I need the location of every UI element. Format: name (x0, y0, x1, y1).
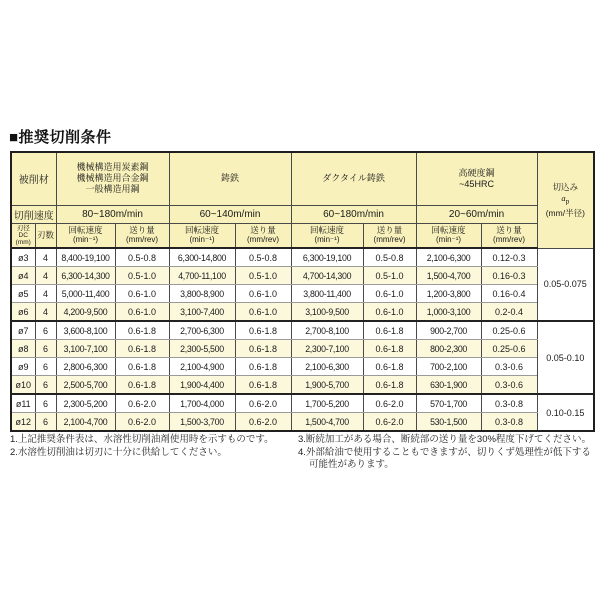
diameter-cell: ø12 (11, 413, 35, 432)
depth-label: 切込み (552, 181, 579, 192)
rpm-cell: 6,300-14,800 (169, 248, 235, 267)
diameter-cell: ø11 (11, 394, 35, 413)
rpm-cell: 1,900-4,400 (169, 376, 235, 395)
rpm-cell: 530-1,500 (416, 413, 481, 432)
rpm-cell: 5,000-11,400 (56, 285, 115, 303)
rpm-cell: 2,100-4,900 (169, 358, 235, 376)
rpm-cell: 1,700-5,200 (291, 394, 363, 413)
rpm-cell: 3,800-8,900 (169, 285, 235, 303)
material-line: 鋳鉄 (221, 173, 240, 184)
material-cast-iron-header (169, 152, 291, 205)
speed-value: 20~60m/min (416, 205, 537, 223)
material-ductile-iron-header (291, 152, 416, 205)
feed-cell: 0.6-1.8 (235, 340, 291, 358)
material-carbon-steel-header (56, 152, 169, 205)
depth-of-cut-cell: 0.05-0.10 (537, 321, 594, 394)
feed-cell: 0.12-0.3 (481, 248, 537, 267)
feed-header: 送り量 (mm/rev) (235, 223, 291, 248)
flutes-cell: 6 (35, 321, 56, 340)
rpm-cell: 700-2,100 (416, 358, 481, 376)
speed-value: 80~180m/min (56, 205, 169, 223)
rpm-cell: 2,800-6,300 (56, 358, 115, 376)
feed-cell: 0.5-0.8 (363, 248, 416, 267)
flutes-cell: 6 (35, 413, 56, 432)
table-row (11, 321, 594, 340)
feed-cell: 0.5-0.8 (235, 248, 291, 267)
rpm-header: 回転速度 (min⁻¹) (416, 223, 481, 248)
feed-cell: 0.6-1.8 (115, 358, 169, 376)
flutes-cell: 6 (35, 358, 56, 376)
rpm-cell: 2,100-6,300 (291, 358, 363, 376)
rpm-cell: 2,500-5,700 (56, 376, 115, 395)
rpm-cell: 1,000-3,100 (416, 303, 481, 322)
feed-header: 送り量 (mm/rev) (363, 223, 416, 248)
feed-cell: 0.6-1.0 (115, 303, 169, 322)
diameter-cell: ø9 (11, 358, 35, 376)
feed-cell: 0.6-1.0 (363, 303, 416, 322)
feed-cell: 0.25-0.6 (481, 321, 537, 340)
rpm-cell: 570-1,700 (416, 394, 481, 413)
rpm-cell: 3,800-11,400 (291, 285, 363, 303)
material-line: 高硬度鋼 (458, 167, 495, 178)
cutting-conditions-table (10, 151, 595, 432)
rpm-cell: 2,100-6,300 (416, 248, 481, 267)
rpm-cell: 1,700-4,000 (169, 394, 235, 413)
footnotes-left (10, 434, 298, 472)
feed-cell: 0.3-0.6 (481, 376, 537, 395)
material-line: 機械構造用合金鋼 (76, 173, 149, 184)
rpm-cell: 1,500-4,700 (291, 413, 363, 432)
note-1: 1.上記推奨条件表は、水溶性切削油剤使用時を示すものです。 (10, 434, 274, 445)
feed-cell: 0.6-1.8 (235, 376, 291, 395)
feed-cell: 0.6-2.0 (363, 394, 416, 413)
material-line: 機械構造用炭素鋼 (76, 162, 149, 173)
depth-of-cut-cell: 0.10-0.15 (537, 394, 594, 431)
feed-cell: 0.5-1.0 (363, 267, 416, 285)
feed-cell: 0.6-1.8 (235, 321, 291, 340)
table-row (11, 413, 594, 432)
feed-cell: 0.5-0.8 (115, 248, 169, 267)
depth-of-cut-header (537, 152, 594, 248)
rpm-header: 回転速度 (min⁻¹) (291, 223, 363, 248)
rpm-cell: 2,300-5,500 (169, 340, 235, 358)
rpm-cell: 2,700-8,100 (291, 321, 363, 340)
note-3: 3.断続加工がある場合、断続部の送り量を30%程度下げてください。 (298, 434, 591, 445)
material-line: ~45HRC (459, 178, 494, 189)
diameter-header: 刃径 DC (mm) (11, 223, 35, 248)
feed-cell: 0.6-2.0 (115, 394, 169, 413)
page-title: ■推奨切削条件 (9, 129, 112, 146)
flutes-cell: 4 (35, 285, 56, 303)
rpm-cell: 800-2,300 (416, 340, 481, 358)
diameter-cell: ø5 (11, 285, 35, 303)
table-row (11, 285, 594, 303)
footnotes (10, 434, 592, 472)
feed-cell: 0.6-1.0 (115, 285, 169, 303)
depth-of-cut-cell: 0.05-0.075 (537, 248, 594, 321)
feed-cell: 0.6-1.8 (115, 376, 169, 395)
feed-cell: 0.3-0.8 (481, 394, 537, 413)
table-row (11, 394, 594, 413)
diameter-cell: ø6 (11, 303, 35, 322)
material-line: ダクタイル鋳鉄 (322, 173, 385, 184)
rpm-cell: 1,200-3,800 (416, 285, 481, 303)
rpm-cell: 3,100-7,400 (169, 303, 235, 322)
flutes-cell: 4 (35, 303, 56, 322)
feed-cell: 0.6-2.0 (363, 413, 416, 432)
speed-value: 60~180m/min (291, 205, 416, 223)
feed-cell: 0.6-1.8 (115, 321, 169, 340)
rpm-header: 回転速度 (min⁻¹) (56, 223, 115, 248)
feed-cell: 0.6-1.8 (235, 358, 291, 376)
feed-cell: 0.16-0.4 (481, 285, 537, 303)
table-row (11, 376, 594, 395)
table-row (11, 340, 594, 358)
cutting-speed-label: 切削速度 (11, 205, 56, 223)
depth-unit: (mm/半径) (545, 207, 585, 218)
note-2: 2.水溶性切削油は切刃に十分に供給してください。 (10, 446, 227, 458)
flutes-cell: 6 (35, 340, 56, 358)
rpm-cell: 8,400-19,100 (56, 248, 115, 267)
diameter-cell: ø8 (11, 340, 35, 358)
table-row (11, 248, 594, 267)
feed-cell: 0.6-1.8 (363, 376, 416, 395)
feed-cell: 0.16-0.3 (481, 267, 537, 285)
diameter-cell: ø10 (11, 376, 35, 395)
rpm-cell: 3,100-7,100 (56, 340, 115, 358)
diameter-cell: ø3 (11, 248, 35, 267)
rpm-header: 回転速度 (min⁻¹) (169, 223, 235, 248)
feed-header: 送り量 (mm/rev) (115, 223, 169, 248)
feed-cell: 0.2-0.4 (481, 303, 537, 322)
feed-cell: 0.6-1.8 (115, 340, 169, 358)
material-line: 一般構造用鋼 (85, 184, 140, 195)
diameter-cell: ø4 (11, 267, 35, 285)
table-row (11, 303, 594, 322)
feed-cell: 0.5-1.0 (115, 267, 169, 285)
flutes-cell: 6 (35, 394, 56, 413)
rpm-cell: 2,100-4,700 (56, 413, 115, 432)
rpm-cell: 1,500-4,700 (416, 267, 481, 285)
rpm-cell: 630-1,900 (416, 376, 481, 395)
rpm-cell: 2,300-5,200 (56, 394, 115, 413)
depth-symbol: $a_p$ (561, 192, 570, 206)
feed-header: 送り量 (mm/rev) (481, 223, 537, 248)
feed-cell: 0.5-1.0 (235, 267, 291, 285)
rpm-cell: 2,700-6,300 (169, 321, 235, 340)
flutes-cell: 4 (35, 267, 56, 285)
diameter-cell: ø7 (11, 321, 35, 340)
feed-cell: 0.6-1.0 (235, 303, 291, 322)
flutes-cell: 4 (35, 248, 56, 267)
flutes-header: 刃数 (35, 223, 56, 248)
rpm-cell: 4,700-11,100 (169, 267, 235, 285)
feed-cell: 0.3-0.6 (481, 358, 537, 376)
feed-cell: 0.6-2.0 (115, 413, 169, 432)
note-4: 4.外部給油で使用することもできますが、切りくず処理性が低下する可能性があります。 (298, 446, 591, 470)
rpm-cell: 3,600-8,100 (56, 321, 115, 340)
spec-table (10, 151, 595, 432)
feed-cell: 0.25-0.6 (481, 340, 537, 358)
rpm-cell: 3,100-9,500 (291, 303, 363, 322)
feed-cell: 0.6-1.8 (363, 321, 416, 340)
speed-value: 60~140m/min (169, 205, 291, 223)
feed-cell: 0.6-2.0 (235, 394, 291, 413)
feed-cell: 0.6-1.0 (235, 285, 291, 303)
work-material-label: 被削材 (11, 152, 56, 205)
rpm-cell: 1,900-5,700 (291, 376, 363, 395)
rpm-cell: 6,300-14,300 (56, 267, 115, 285)
feed-cell: 0.6-2.0 (235, 413, 291, 432)
rpm-cell: 900-2,700 (416, 321, 481, 340)
feed-cell: 0.3-0.8 (481, 413, 537, 432)
rpm-cell: 4,700-14,300 (291, 267, 363, 285)
footnotes-right (298, 434, 592, 472)
rpm-cell: 4,200-9,500 (56, 303, 115, 322)
table-row (11, 267, 594, 285)
rpm-cell: 1,500-3,700 (169, 413, 235, 432)
feed-cell: 0.6-1.0 (363, 285, 416, 303)
rpm-cell: 2,300-7,100 (291, 340, 363, 358)
flutes-cell: 6 (35, 376, 56, 395)
feed-cell: 0.6-1.8 (363, 358, 416, 376)
material-hard-steel-header (416, 152, 537, 205)
feed-cell: 0.6-1.8 (363, 340, 416, 358)
rpm-cell: 6,300-19,100 (291, 248, 363, 267)
table-body (11, 248, 594, 431)
table-row (11, 358, 594, 376)
